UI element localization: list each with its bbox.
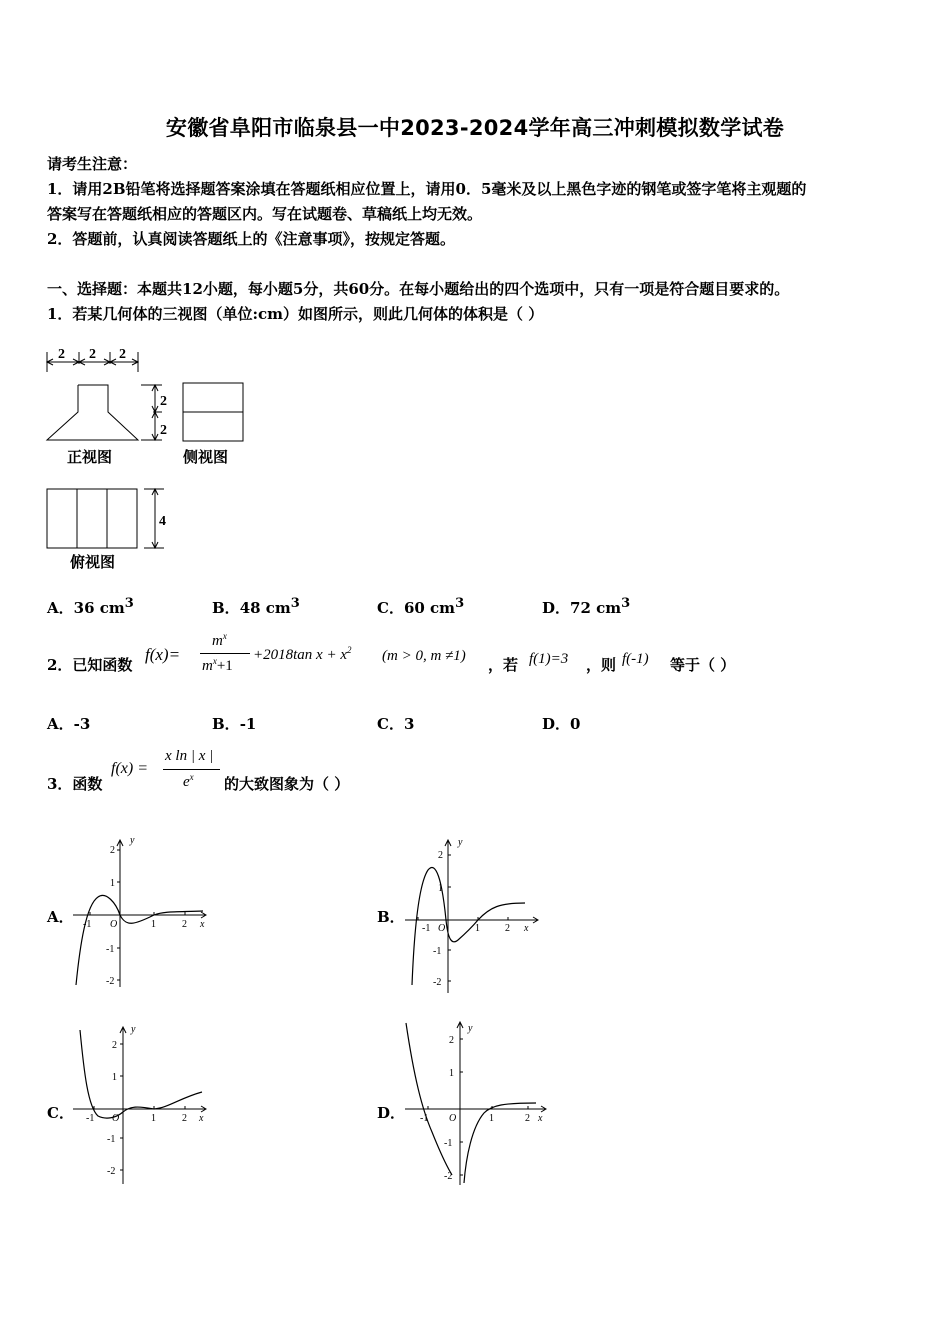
svg-text:1: 1 (438, 883, 443, 894)
svg-text:y: y (458, 837, 463, 848)
svg-text:x: x (199, 1113, 204, 1124)
svg-text:-2: -2 (106, 976, 115, 987)
svg-text:1: 1 (449, 1068, 454, 1079)
svg-text:1: 1 (151, 919, 156, 930)
svg-text:O: O (438, 923, 446, 934)
svg-text:2: 2 (525, 1113, 530, 1124)
svg-text:-1: -1 (420, 1113, 429, 1124)
svg-text:x: x (538, 1113, 543, 1124)
svg-text:-1: -1 (86, 1113, 95, 1124)
q3-prefix: 3．函数 (47, 775, 103, 793)
q2-numerator: $m^x$ (212, 631, 227, 649)
svg-text:-2: -2 (107, 1166, 116, 1177)
front-view (47, 385, 138, 440)
svg-text:1: 1 (110, 878, 115, 889)
section-heading: 一、选择题：本题共12小题，每小题5分，共60分。在每小题给出的四个选项中，只有一项是符合题目要求的。 (47, 280, 790, 298)
svg-text:1: 1 (151, 1113, 156, 1124)
q2-option-b[interactable]: B．-1 (212, 715, 257, 733)
q2-denominator: $m^x+1$ (202, 656, 233, 674)
svg-text:2: 2 (110, 845, 115, 856)
dim-right-1: 2 (160, 394, 167, 409)
svg-text:2: 2 (449, 1035, 454, 1046)
svg-text:-1: -1 (433, 946, 442, 957)
notice-item-1-line-2: 答案写在答题纸相应的答题区内。写在试题卷、草稿纸上均无效。 (47, 205, 483, 223)
svg-text:-1: -1 (107, 1134, 116, 1145)
svg-text:O: O (449, 1113, 457, 1124)
svg-text:O: O (112, 1113, 120, 1124)
q2-mid2: ，则 (586, 656, 617, 674)
q3-graph-d[interactable] (400, 1017, 550, 1187)
dim-top-2: 2 (89, 347, 96, 362)
top-view-label: 俯视图 (70, 555, 116, 571)
three-view-figure (40, 340, 270, 580)
q3-fraction-bar (163, 769, 220, 770)
svg-text:y: y (131, 1024, 136, 1035)
dim-top-3: 2 (119, 347, 126, 362)
svg-text:y: y (468, 1023, 473, 1034)
q2-option-c[interactable]: C．3 (377, 715, 415, 733)
notice-item-1-line-1: 1．请用2B铅笔将选择题答案涂填在答题纸相应位置上，请用0．5毫米及以上黑色字迹的钢笔或签字笔将主观题的 (47, 180, 807, 198)
q3-denominator: $e^x$ (183, 772, 194, 790)
svg-text:x: x (524, 923, 529, 934)
svg-text:2: 2 (505, 923, 510, 934)
q2-condition: (m > 0, m ≠1) (382, 648, 466, 664)
q1-option-c[interactable]: C．60 $cm^3$ (377, 596, 465, 617)
svg-text:2: 2 (438, 850, 443, 861)
svg-text:-2: -2 (444, 1171, 453, 1182)
q3-graph-a[interactable] (68, 835, 213, 995)
svg-text:-2: -2 (433, 977, 442, 988)
q2-tail: +2018tan $x + x^2$ (253, 645, 352, 663)
notice-item-2: 2．答题前，认真阅读答题纸上的《注意事项》，按规定答题。 (47, 230, 455, 248)
side-view-label: 侧视图 (183, 450, 229, 466)
q1-stem: 1．若某几何体的三视图（单位:cm）如图所示，则此几何体的体积是（ ） (47, 305, 544, 323)
q2-option-a[interactable]: A．-3 (47, 715, 91, 733)
q3-option-b-label[interactable]: B． (377, 908, 405, 926)
svg-text:-1: -1 (444, 1138, 453, 1149)
svg-text:x: x (200, 919, 205, 930)
front-view-label: 正视图 (67, 450, 113, 466)
svg-text:-1: -1 (83, 919, 92, 930)
q3-suffix: 的大致图象为（ ） (224, 775, 350, 793)
q2-fx: f(x)= (145, 645, 181, 664)
q1-option-d[interactable]: D．72 $cm^3$ (542, 596, 631, 617)
q3-graph-b[interactable] (400, 835, 545, 995)
dim-top-1: 2 (58, 347, 65, 362)
q2-option-d[interactable]: D．0 (542, 715, 581, 733)
q3-fx: f(x) = (111, 760, 148, 777)
q3-option-d-label[interactable]: D． (377, 1104, 406, 1122)
svg-text:1: 1 (112, 1072, 117, 1083)
svg-text:O: O (110, 919, 118, 930)
q3-option-a-label[interactable]: A． (47, 908, 74, 926)
svg-text:-1: -1 (106, 944, 115, 955)
q3-option-c-label[interactable]: C． (47, 1104, 74, 1122)
page-title: 安徽省阜阳市临泉县一中2023-2024学年高三冲刺模拟数学试卷 (165, 116, 785, 140)
q1-option-a[interactable]: A．36 $cm^3$ (47, 596, 134, 617)
q2-ask: f(-1) (622, 651, 649, 667)
q2-mid: ，若 (488, 656, 519, 674)
svg-text:1: 1 (475, 923, 480, 934)
svg-text:2: 2 (182, 1113, 187, 1124)
svg-text:-1: -1 (422, 923, 431, 934)
q2-suffix: 等于（ ） (670, 656, 736, 674)
q3-graph-c[interactable] (68, 1022, 213, 1187)
svg-text:y: y (130, 835, 135, 846)
svg-text:1: 1 (489, 1113, 494, 1124)
q2-given: f(1)=3 (529, 651, 569, 667)
side-view (183, 383, 243, 441)
q2-prefix: 2．已知函数 (47, 656, 133, 674)
notice-heading: 请考生注意： (47, 155, 138, 173)
svg-text:2: 2 (182, 919, 187, 930)
top-view (47, 489, 164, 548)
q1-option-b[interactable]: B．48 $cm^3$ (212, 596, 300, 617)
q2-fraction-bar (200, 653, 250, 654)
dim-right-2: 2 (160, 423, 167, 438)
q3-numerator: x ln | x | (165, 748, 214, 764)
svg-text:2: 2 (112, 1040, 117, 1051)
dim-bottom: 4 (159, 514, 166, 529)
